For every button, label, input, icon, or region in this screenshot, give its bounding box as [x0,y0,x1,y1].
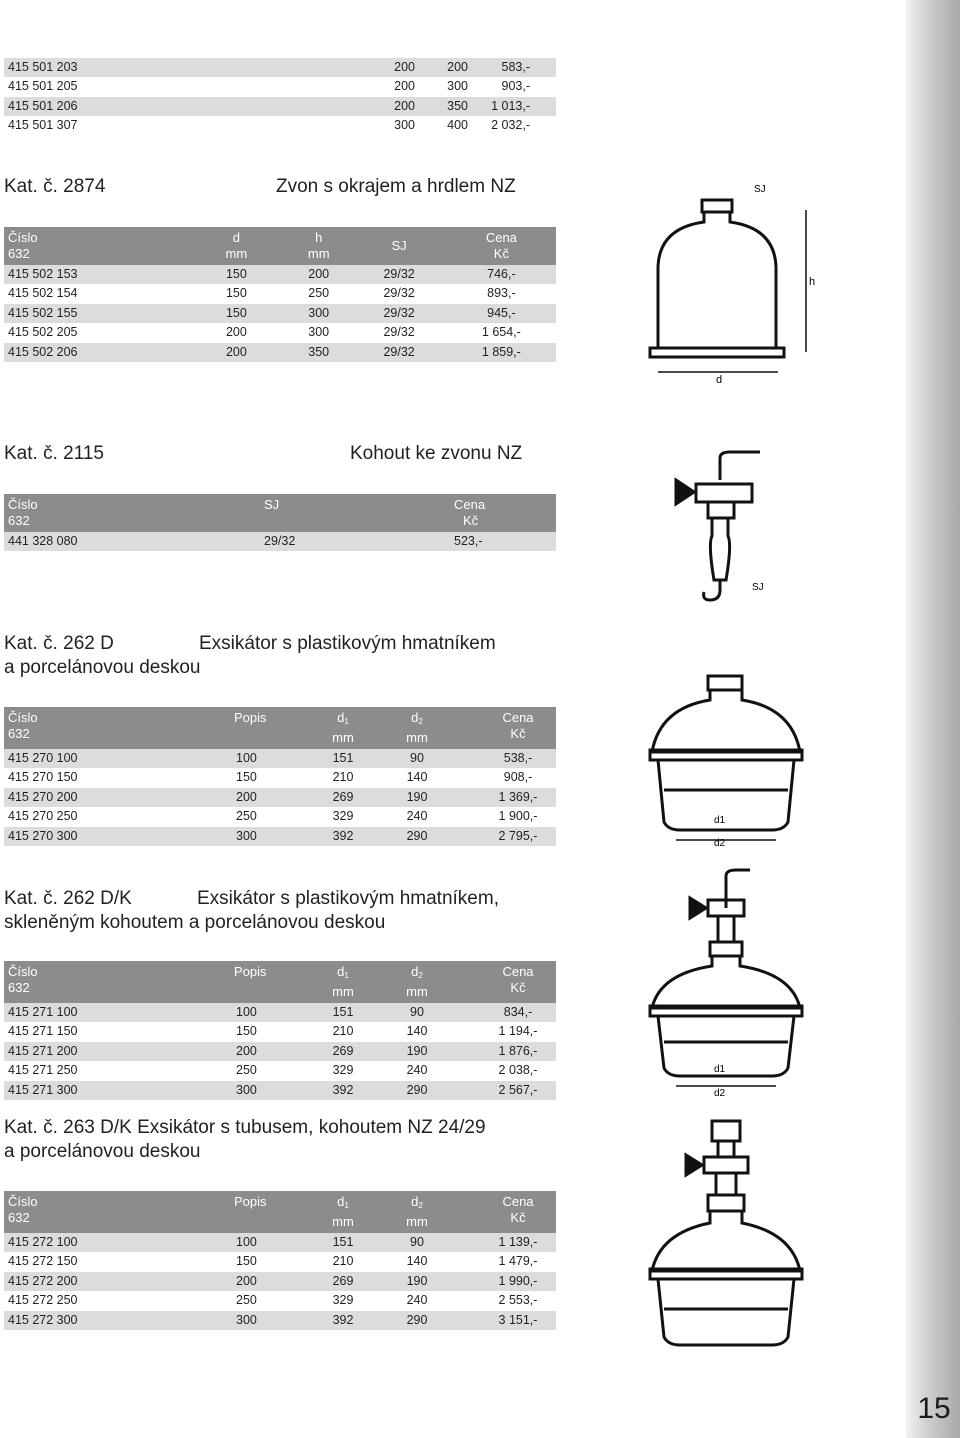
table-row [4,1291,556,1310]
header-cena: Cena [502,964,534,979]
cell-cislo: 415 501 205 [4,77,240,96]
table-row [4,265,556,284]
cell-d1: 329 [332,807,354,826]
table-header [4,1191,556,1233]
cell-cislo: 415 271 250 [4,1061,182,1080]
cell-popis: 100 [182,1233,332,1252]
table-row [4,1272,556,1291]
cell-cena: 2 038,- [480,1061,556,1080]
cell-d: 200 [187,343,286,362]
table-row [4,1042,556,1061]
table-262d [4,707,556,846]
cell-d: 150 [187,304,286,323]
cell-cislo: 415 271 150 [4,1022,182,1041]
header-632: 632 [8,1210,30,1225]
cell-d2: 240 [354,807,480,826]
cell-d1: 269 [332,788,354,807]
cell-d1: 392 [332,827,354,846]
cell-cislo: 415 272 250 [4,1291,182,1310]
cell-cislo: 415 501 307 [4,116,240,135]
header-d1-unit: mm [332,1214,354,1229]
header-d2-unit: mm [406,730,428,745]
table-row [4,532,556,551]
cell-cena: 1 139,- [480,1233,556,1252]
section-title-262d-line2: a porcelánovou deskou [4,657,201,678]
cell-cena: 538,- [480,749,556,768]
table-row [4,1311,556,1330]
cell-popis: 250 [182,1061,332,1080]
table-header [4,961,556,1003]
header-d-unit: mm [225,246,248,261]
cell-d1: 151 [332,749,354,768]
cell-d: 300 [240,116,415,135]
cell-cena: 583,- [490,58,556,77]
section-title-262dk-line2: skleněným kohoutem a porcelánovou deskou [4,912,386,933]
table-262dk [4,961,556,1100]
cell-sj: 29/32 [351,343,446,362]
cell-d2: 190 [354,1042,480,1061]
table-row [4,343,556,362]
table-row [4,1022,556,1041]
header-cena: Cena [454,497,486,512]
table-body [4,58,556,136]
table-row [4,116,556,135]
cell-cena: 523,- [424,532,556,551]
page-side-bar [906,0,960,1438]
cell-d1: 269 [332,1042,354,1061]
cell-h: 350 [415,97,490,116]
header-d2: $d_2$ [411,1194,423,1210]
cell-h: 300 [415,77,490,96]
table-row [4,749,556,768]
header-kc: Kč [510,1210,526,1225]
table-row [4,1061,556,1080]
header-cislo: Číslo [8,964,38,979]
cell-cena: 903,- [490,77,556,96]
cell-d2: 240 [354,1291,480,1310]
header-cislo: Číslo [8,497,38,512]
table-row [4,1233,556,1252]
cell-cislo: 415 272 100 [4,1233,182,1252]
header-632: 632 [8,246,30,261]
cell-cislo: 415 501 203 [4,58,240,77]
cell-d2: 290 [354,1311,480,1330]
cell-d: 200 [240,77,415,96]
table-header [4,494,556,532]
header-632: 632 [8,726,30,741]
cell-popis: 200 [182,1042,332,1061]
cell-cislo: 415 502 153 [4,265,187,284]
header-cislo: Číslo [8,230,38,245]
cell-d: 150 [187,265,286,284]
cell-cislo: 415 270 150 [4,768,182,787]
cell-popis: 150 [182,1022,332,1041]
cell-cislo: 415 270 300 [4,827,182,846]
table-continued [4,58,556,136]
table-row [4,77,556,96]
cell-d1: 392 [332,1081,354,1100]
cell-cislo: 441 328 080 [4,532,244,551]
cell-d2: 140 [354,1252,480,1271]
cell-d2: 290 [354,827,480,846]
label-sj: SJ [754,184,766,195]
header-d2-unit: mm [406,984,428,999]
section-title-262dk: Exsikátor s plastikovým hmatníkem, [197,888,499,909]
cell-cena: 1 990,- [480,1272,556,1291]
cell-cena: 1 479,- [480,1252,556,1271]
table-row [4,323,556,342]
header-d1-unit: mm [332,984,354,999]
cell-cena: 908,- [480,768,556,787]
cell-d1: 329 [332,1061,354,1080]
desiccator-tubus-figure [646,1115,806,1360]
cell-sj: 29/32 [351,284,446,303]
header-kc: Kč [463,513,479,528]
cell-popis: 300 [182,1081,332,1100]
section-kat-2115: Kat. č. 2115 [4,443,104,464]
table-row [4,1252,556,1271]
cell-popis: 200 [182,788,332,807]
cell-cislo: 415 502 155 [4,304,187,323]
header-h-unit: mm [307,246,330,261]
cell-cislo: 415 270 100 [4,749,182,768]
section-title-263dk: Kat. č. 263 D/K Exsikátor s tubusem, kohoutem NZ 24/29 [4,1117,486,1138]
cell-d: 200 [240,58,415,77]
header-d1-unit: mm [332,730,354,745]
section-kat-2874: Kat. č. 2874 [4,176,106,197]
cell-cena: 2 567,- [480,1081,556,1100]
cell-d1: 210 [332,768,354,787]
cell-cena: 1 859,- [447,343,556,362]
page-number: 15 [917,1392,951,1425]
cell-h: 300 [286,323,352,342]
cell-d1: 269 [332,1272,354,1291]
table-zvon [4,227,556,362]
header-632: 632 [8,513,30,528]
cell-d: 150 [187,284,286,303]
cell-d2: 140 [354,1022,480,1041]
table-row [4,1003,556,1022]
table-row [4,304,556,323]
header-cislo: Číslo [8,1194,38,1209]
cell-popis: 150 [182,768,332,787]
cell-cena: 893,- [447,284,556,303]
cell-popis: 300 [182,827,332,846]
label-sj: SJ [752,582,764,593]
label-d1: d1 [714,1064,726,1075]
cell-cena: 945,- [447,304,556,323]
section-title-262d: Exsikátor s plastikovým hmatníkem [199,633,496,654]
table-row [4,1081,556,1100]
cell-cislo: 415 270 200 [4,788,182,807]
cell-cena: 1 900,- [480,807,556,826]
header-kc: Kč [510,980,526,995]
cell-sj: 29/32 [244,532,424,551]
cell-d2: 90 [354,749,480,768]
cell-popis: 150 [182,1252,332,1271]
header-sj: SJ [264,497,280,512]
cell-h: 200 [286,265,352,284]
cell-cena: 1 194,- [480,1022,556,1041]
cell-cena: 1 654,- [447,323,556,342]
cell-cena: 1 369,- [480,788,556,807]
bell-jar-figure [646,170,836,390]
header-d1: $d_1$ [337,964,349,980]
cell-h: 350 [286,343,352,362]
cell-d2: 140 [354,768,480,787]
cell-cislo: 415 272 300 [4,1311,182,1330]
table-row [4,807,556,826]
cell-cena: 1 876,- [480,1042,556,1061]
header-cena: Cena [485,230,517,245]
cell-cena: 746,- [447,265,556,284]
cell-sj: 29/32 [351,265,446,284]
cell-d2: 190 [354,788,480,807]
cell-d1: 210 [332,1252,354,1271]
header-d2-unit: mm [406,1214,428,1229]
table-row [4,58,556,77]
cell-d: 200 [240,97,415,116]
cell-d2: 290 [354,1081,480,1100]
cell-cena: 2 032,- [490,116,556,135]
header-d2: $d_2$ [411,710,423,726]
stopcock-figure [650,440,790,620]
section-title-kohout: Kohout ke zvonu NZ [350,443,523,464]
cell-cislo: 415 501 206 [4,97,240,116]
cell-d1: 392 [332,1311,354,1330]
label-d1: d1 [714,815,726,826]
table-263dk [4,1191,556,1330]
header-h: h [315,230,323,245]
desiccator-stopcock-figure [646,858,806,1098]
table-row [4,827,556,846]
cell-h: 200 [415,58,490,77]
header-kc: Kč [493,246,509,261]
header-popis: Popis [234,710,267,725]
cell-cena: 1 013,- [490,97,556,116]
desiccator-figure [646,672,806,847]
section-kat-262d: Kat. č. 262 D [4,633,114,654]
cell-cena: 834,- [480,1003,556,1022]
label-d2: d2 [714,838,726,847]
cell-cena: 3 151,- [480,1311,556,1330]
section-title-263dk-line2: a porcelánovou deskou [4,1141,201,1162]
label-d2: d2 [714,1088,726,1098]
cell-d1: 151 [332,1003,354,1022]
header-d1: $d_1$ [337,710,349,726]
header-popis: Popis [234,964,267,979]
header-d1: $d_1$ [337,1194,349,1210]
section-kat-262dk: Kat. č. 262 D/K [4,888,132,909]
cell-d2: 90 [354,1233,480,1252]
cell-d1: 151 [332,1233,354,1252]
cell-d: 200 [187,323,286,342]
cell-d2: 190 [354,1272,480,1291]
cell-cislo: 415 271 300 [4,1081,182,1100]
header-sj: SJ [391,238,407,253]
cell-cislo: 415 272 150 [4,1252,182,1271]
cell-d2: 90 [354,1003,480,1022]
cell-cislo: 415 271 200 [4,1042,182,1061]
cell-d1: 329 [332,1291,354,1310]
table-row [4,97,556,116]
cell-popis: 100 [182,749,332,768]
label-h: h [809,276,816,288]
cell-h: 250 [286,284,352,303]
table-row [4,284,556,303]
cell-popis: 200 [182,1272,332,1291]
header-cislo: Číslo [8,710,38,725]
cell-d1: 210 [332,1022,354,1041]
cell-cislo: 415 502 205 [4,323,187,342]
cell-cena: 2 553,- [480,1291,556,1310]
cell-sj: 29/32 [351,323,446,342]
section-title-zvon: Zvon s okrajem a hrdlem NZ [276,176,516,197]
table-header [4,227,556,265]
header-popis: Popis [234,1194,267,1209]
cell-sj: 29/32 [351,304,446,323]
cell-popis: 300 [182,1311,332,1330]
cell-popis: 250 [182,1291,332,1310]
header-cena: Cena [502,1194,534,1209]
table-kohout [4,494,556,551]
cell-cislo: 415 502 154 [4,284,187,303]
cell-cena: 2 795,- [480,827,556,846]
header-d: d [232,230,240,245]
cell-h: 300 [286,304,352,323]
cell-cislo: 415 272 200 [4,1272,182,1291]
cell-cislo: 415 502 206 [4,343,187,362]
cell-popis: 250 [182,807,332,826]
cell-d2: 240 [354,1061,480,1080]
header-kc: Kč [510,726,526,741]
table-header [4,707,556,749]
table-row [4,768,556,787]
cell-cislo: 415 271 100 [4,1003,182,1022]
header-cena: Cena [502,710,534,725]
label-d: d [716,374,723,386]
cell-h: 400 [415,116,490,135]
cell-popis: 100 [182,1003,332,1022]
header-d2: $d_2$ [411,964,423,980]
cell-cislo: 415 270 250 [4,807,182,826]
header-632: 632 [8,980,30,995]
table-row [4,788,556,807]
